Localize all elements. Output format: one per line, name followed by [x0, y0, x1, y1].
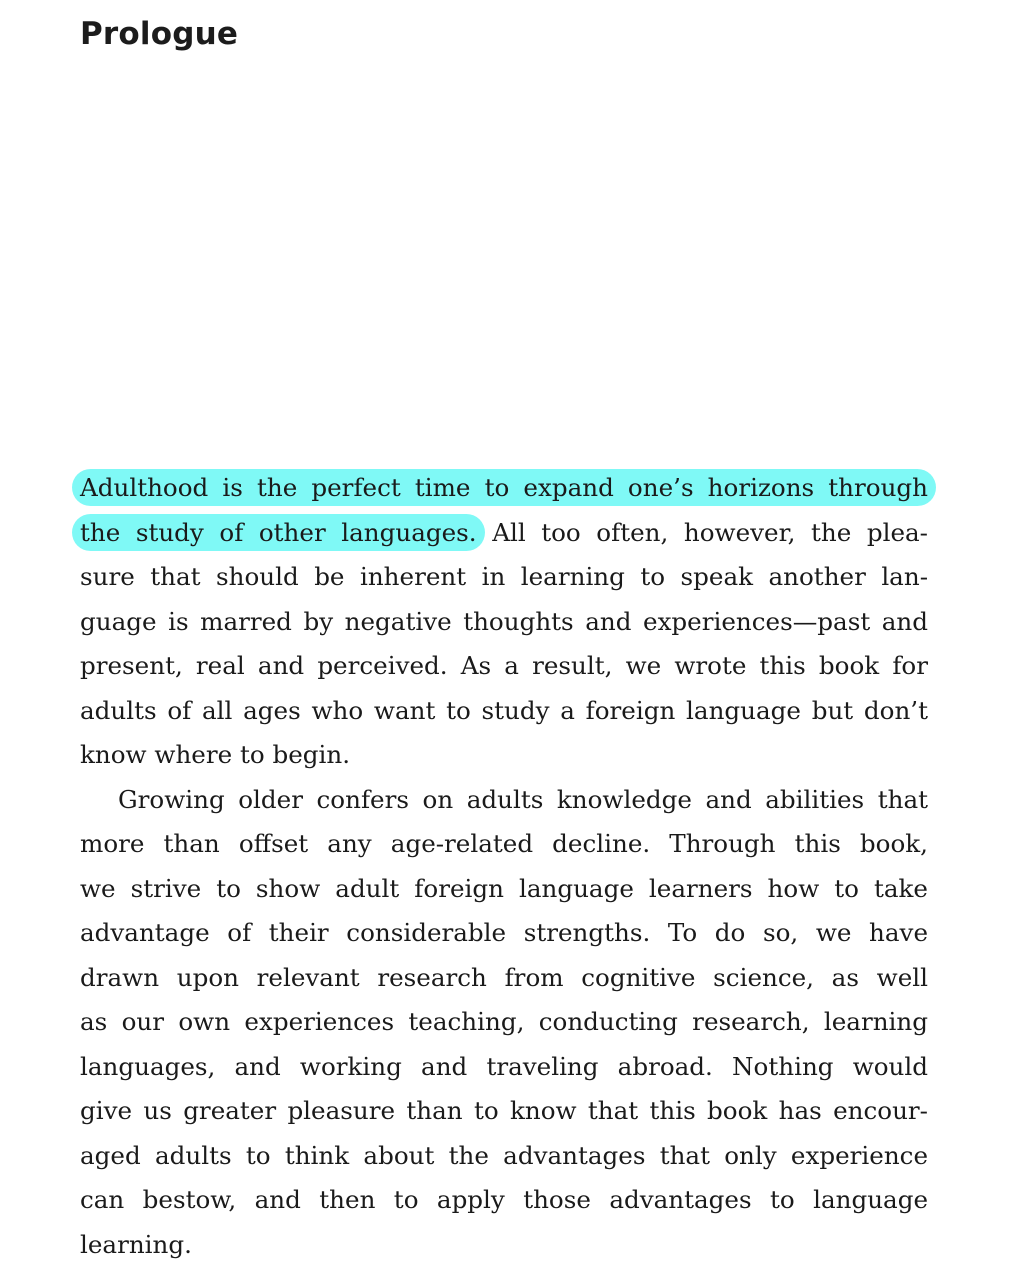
prologue-body: [80, 466, 928, 1267]
text-line: give us greater pleasure than to know that this book has encour-: [80, 1096, 928, 1125]
text-line: [80, 466, 928, 511]
text-line: sure that should be inherent in learning to speak another lan-: [80, 562, 928, 591]
chapter-title: Prologue: [80, 16, 239, 52]
text-span: All too often, however, the plea-: [476, 517, 928, 547]
text-line: Growing older confers on adults knowledge and abilities that: [118, 784, 928, 814]
text-line: present, real and perceived. As a result, we wrote this book for: [80, 651, 928, 680]
text-line: know where to begin.: [80, 740, 351, 769]
text-line: can bestow, and then to apply those advantages to language: [80, 1185, 928, 1214]
text-line: more than offset any age-related decline. Through this book,: [80, 829, 928, 858]
text-line: aged adults to think about the advantages that only experience: [80, 1140, 928, 1170]
text-line: advantage of their considerable strengths. To do so, we have: [80, 918, 928, 947]
paragraph-2: [80, 778, 928, 1268]
text-line: [80, 511, 928, 556]
text-line: drawn upon relevant research from cognitive science, as well: [80, 962, 928, 992]
text-line: languages, and working and traveling abroad. Nothing would: [80, 1051, 928, 1081]
paragraph-1: [80, 466, 928, 778]
text-line: learning.: [80, 1229, 192, 1259]
text-line: we strive to show adult foreign language learners how to take: [80, 873, 928, 903]
highlighted-text: Adulthood is the perfect time to expand one’s horizons through: [72, 469, 936, 506]
highlighted-text: the study of other languages.: [72, 514, 485, 551]
text-line: as our own experiences teaching, conducting research, learning: [80, 1007, 928, 1036]
text-line: adults of all ages who want to study a foreign language but don’t: [80, 695, 928, 725]
text-line: guage is marred by negative thoughts and experiences—past and: [80, 606, 928, 636]
